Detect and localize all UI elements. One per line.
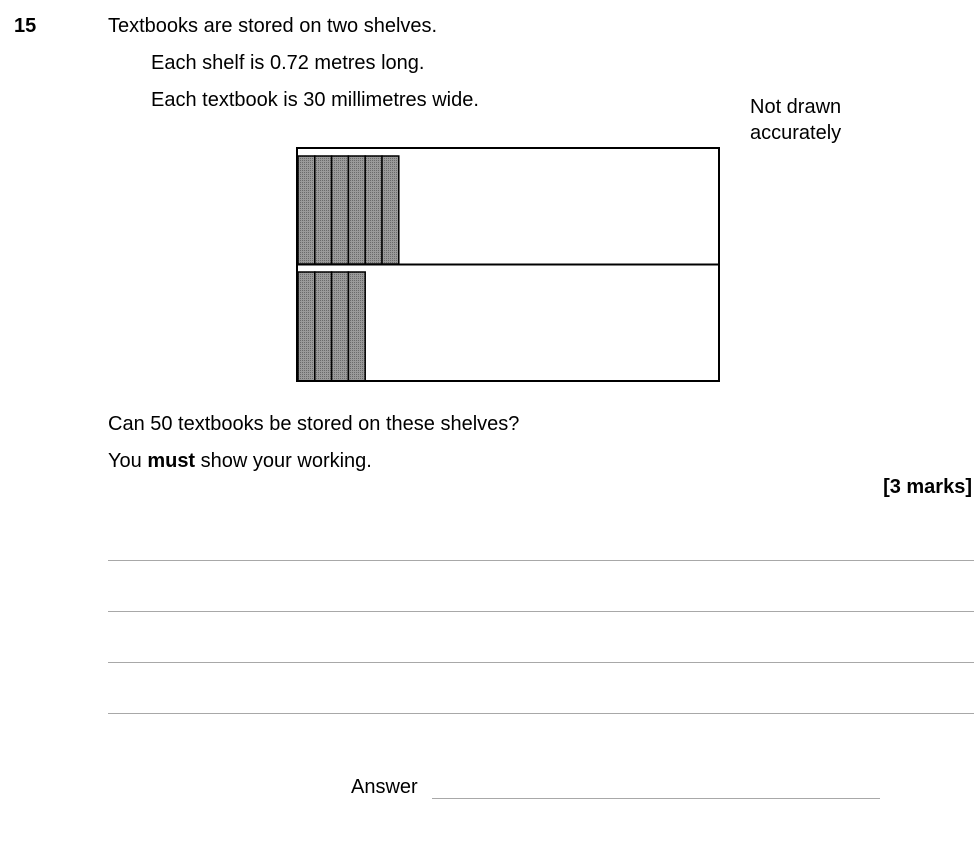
working-emphasis: must [147,450,196,472]
working-instruction [108,449,372,473]
bottom-shelf-book [332,272,349,381]
shelf-length-text: Each shelf is 0.72 metres long. [151,52,425,74]
bottom-shelf-book [315,272,332,381]
question-number: 15 [14,15,37,37]
working-suffix: show your working. [200,450,372,472]
top-shelf-book [332,156,349,264]
top-shelf-book [365,156,382,264]
question-intro: Textbooks are stored on two shelves. [108,15,438,37]
bottom-shelf-book [298,272,315,381]
top-shelf-book [348,156,365,264]
working-line[interactable] [108,662,974,663]
answer-label: Answer [351,776,418,798]
answer-input-line[interactable] [432,798,880,799]
marks-label: [3 marks] [883,476,972,498]
book-width-text: Each textbook is 30 millimetres wide. [151,89,479,111]
working-line[interactable] [108,611,974,612]
question-prompt: Can 50 textbooks be stored on these shelves? [108,413,520,435]
not-drawn-note-line1: Not drawn [750,96,842,118]
bottom-shelf-book [348,272,365,381]
working-line[interactable] [108,713,974,714]
working-line[interactable] [108,560,974,561]
working-prefix: You [108,450,142,472]
top-shelf-book [315,156,332,264]
not-drawn-note-line2: accurately [750,122,842,144]
top-shelf-book [382,156,399,264]
top-shelf-book [298,156,315,264]
